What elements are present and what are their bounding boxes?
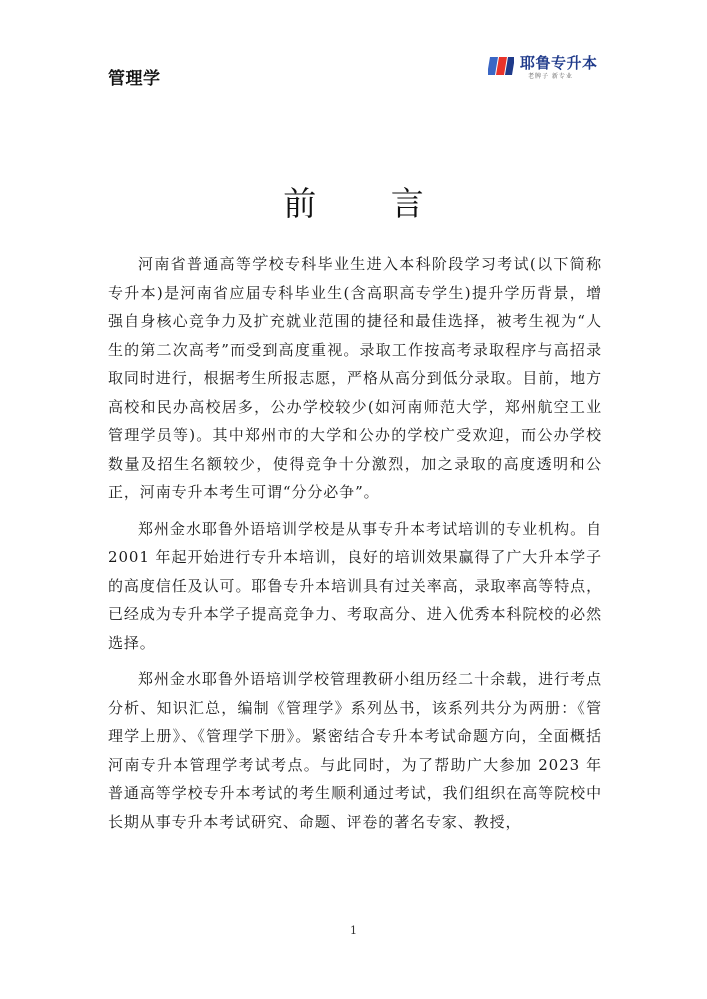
page-number: 1 [350, 924, 357, 937]
preface-paragraph-3: 郑州金水耶鲁外语培训学校管理教研小组历经二十余载，进行考点分析、知识汇总，编制《管理学》系列丛书，该系列共分为两册：《管理学上册》、《管理学下册》。紧密结合专升本考试命题方向，全面概括河南专升本管理学考试考点。与此同时，为了帮助广大参加 2023 年普通高等学校专升本考试的考生顺利通过考试，我们组织在高等院校中长期从事专升本考试研究、命题、评卷的著名专家、教授， [108, 670, 602, 831]
preface-paragraph-1: 河南省普通高等学校专科毕业生进入本科阶段学习考试(以下简称专升本)是河南省应届专科毕业生(含高职高专学生)提升学历背景，增强自身核心竞争力及扩充就业范围的捷径和最佳选择，被考生视为“人生的第二次高考”而受到高度重视。录取工作按高考录取程序与高招录取同时进行，根据考生所报志愿，严格从高分到低分录取。目前，地方高校和民办高校居多，公办学校较少(如河南师范大学，郑州航空工业管理学员等)。其中郑州市的大学和公办的学校广受欢迎，而公办学校数量及招生名额较少，使得竞争十分激烈，加之录取的高度透明和公正，河南专升本考生可谓“分分必争”。 [108, 255, 602, 501]
header-subject: 管理学 [108, 69, 161, 89]
brand-logo-slogan: 老牌子 新专业 [528, 73, 573, 80]
brand-logo [488, 52, 598, 82]
document-title: 前 言 [283, 184, 456, 223]
preface-paragraph-2: 郑州金水耶鲁外语培训学校是从事专升本考试培训的专业机构。自 2001 年起开始进行专升本培训，良好的培训效果赢得了广大升本学子的高度信任及认可。耶鲁专升本培训具有过关率高，录取率高等特点，已经成为专升本学子提高竞争力、考取高分、进入优秀本科院校的必然选择。 [108, 519, 602, 652]
brand-logo-icon [488, 55, 514, 77]
brand-logo-name: 耶鲁专升本 [520, 54, 598, 72]
preface-body [108, 250, 602, 844]
